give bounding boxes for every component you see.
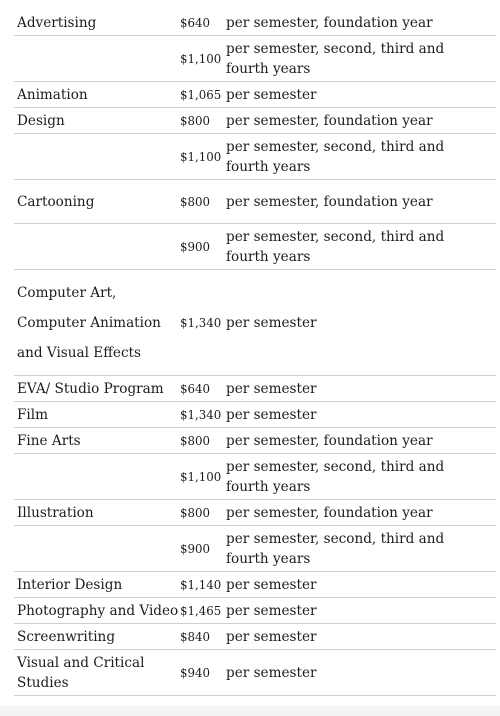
price-description: per semester xyxy=(226,406,317,423)
program-name: Film xyxy=(17,406,49,423)
price-description: per semester xyxy=(226,664,317,681)
table-row xyxy=(14,10,496,36)
table-row xyxy=(14,500,496,526)
table-row xyxy=(14,224,496,270)
program-name: Interior Design xyxy=(17,576,123,593)
price: $1,065 xyxy=(180,87,222,102)
table-row xyxy=(14,180,496,224)
table-row xyxy=(14,598,496,624)
price: $640 xyxy=(180,381,211,396)
price-description: per semester xyxy=(226,602,317,619)
table-row xyxy=(14,454,496,500)
price: $800 xyxy=(180,433,211,448)
table-row xyxy=(14,402,496,428)
price-description: per semester, second, third and fourth years xyxy=(226,138,445,175)
price: $800 xyxy=(180,194,211,209)
price: $1,100 xyxy=(180,51,222,66)
price: $800 xyxy=(180,505,211,520)
price: $1,465 xyxy=(180,603,222,618)
program-name: Cartooning xyxy=(17,193,95,210)
table-row xyxy=(14,82,496,108)
program-name: Illustration xyxy=(17,504,94,521)
program-name: EVA/ Studio Program xyxy=(17,380,164,397)
price: $900 xyxy=(180,541,211,556)
price-description: per semester xyxy=(226,576,317,593)
table-row xyxy=(14,650,496,696)
price-description: per semester, second, third and fourth years xyxy=(226,458,445,495)
price-description: per semester xyxy=(226,380,317,397)
table-row xyxy=(14,526,496,572)
price: $900 xyxy=(180,239,211,254)
price-description: per semester xyxy=(226,628,317,645)
price: $1,340 xyxy=(180,315,222,330)
price-description: per semester, foundation year xyxy=(226,504,433,521)
program-name: Design xyxy=(17,112,65,129)
table-row xyxy=(14,572,496,598)
program-name: Photography and Video xyxy=(17,602,179,619)
program-name: Fine Arts xyxy=(17,432,81,449)
program-name: Computer Art, Computer Animation and Visual Effects xyxy=(17,284,161,361)
price-description: per semester, foundation year xyxy=(226,193,433,210)
price-description: per semester xyxy=(226,86,317,103)
table-row xyxy=(14,624,496,650)
page-footer-strip xyxy=(0,706,500,716)
price: $1,100 xyxy=(180,149,222,164)
table-row xyxy=(14,376,496,402)
table-row xyxy=(14,108,496,134)
table-row xyxy=(14,270,496,376)
price: $1,100 xyxy=(180,469,222,484)
program-name: Animation xyxy=(17,86,88,103)
price-description: per semester, foundation year xyxy=(226,432,433,449)
price: $1,340 xyxy=(180,407,222,422)
program-name: Visual and Critical Studies xyxy=(17,654,145,691)
price-description: per semester, second, third and fourth years xyxy=(226,40,445,77)
price: $640 xyxy=(180,15,211,30)
program-name: Screenwriting xyxy=(17,628,116,645)
price-description: per semester, foundation year xyxy=(226,14,433,31)
price-description: per semester xyxy=(226,314,317,331)
table-row xyxy=(14,36,496,82)
price: $940 xyxy=(180,665,211,680)
price: $800 xyxy=(180,113,211,128)
price: $1,140 xyxy=(180,577,222,592)
table-row xyxy=(14,134,496,180)
tuition-table xyxy=(14,10,496,696)
price: $840 xyxy=(180,629,211,644)
program-name: Advertising xyxy=(17,14,97,31)
price-description: per semester, second, third and fourth years xyxy=(226,530,445,567)
price-description: per semester, foundation year xyxy=(226,112,433,129)
price-description: per semester, second, third and fourth years xyxy=(226,228,445,265)
table-row xyxy=(14,428,496,454)
